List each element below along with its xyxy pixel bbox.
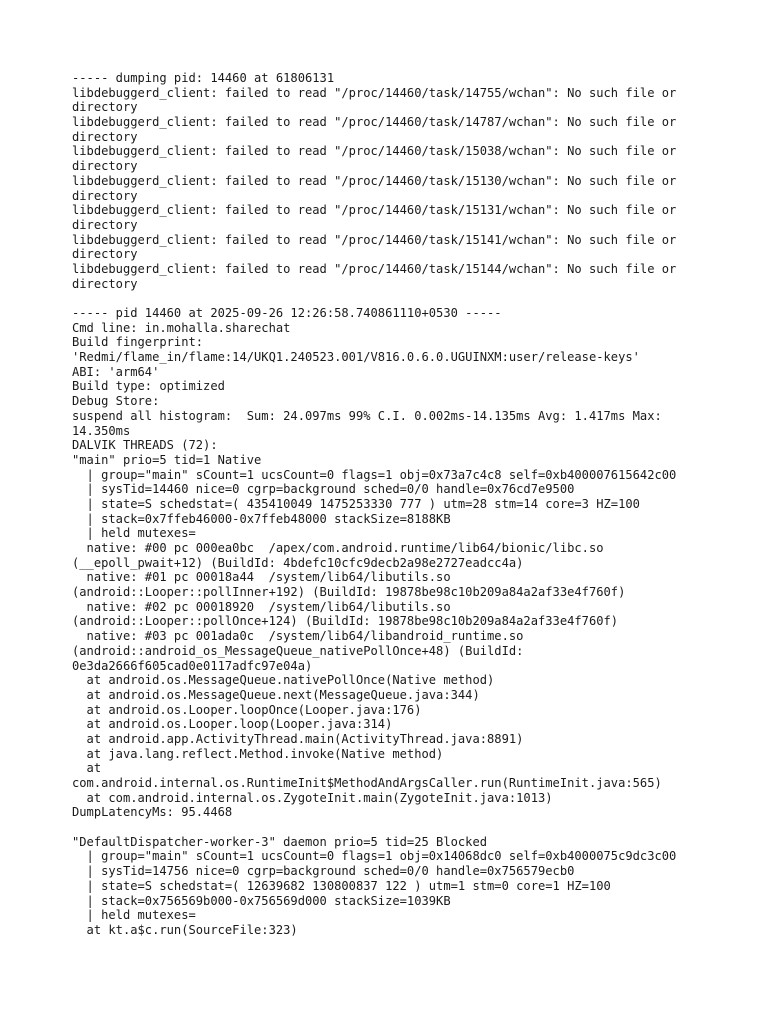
trace-line: directory (72, 247, 138, 262)
trace-line: libdebuggerd_client: failed to read "/proc/14460/task/15131/wchan": No such file or (72, 203, 677, 218)
trace-line: DALVIK THREADS (72): (72, 438, 218, 453)
trace-line: | group="main" sCount=1 ucsCount=0 flags=1 obj=0x14068dc0 self=0xb4000075c9dc3c00 (72, 849, 677, 864)
trace-line: | stack=0x756569b000-0x756569d000 stackSize=1039KB (72, 893, 451, 908)
trace-line: "DefaultDispatcher-worker-3" daemon prio=5 tid=25 Blocked (72, 834, 488, 849)
trace-line: directory (72, 100, 138, 115)
trace-line: | state=S schedstat=( 12639682 130800837 122 ) utm=1 stm=0 core=1 HZ=100 (72, 878, 611, 893)
trace-line: directory (72, 129, 138, 144)
trace-line: at android.os.MessageQueue.nativePollOnce(Native method) (72, 673, 495, 688)
trace-line: at java.lang.reflect.Method.invoke(Native method) (72, 746, 444, 761)
trace-line: (android::android_os_MessageQueue_nativePollOnce+48) (BuildId: (72, 643, 524, 658)
stack-trace-document (72, 71, 762, 938)
trace-line: libdebuggerd_client: failed to read "/proc/14460/task/14787/wchan": No such file or (72, 115, 677, 130)
trace-line: directory (72, 188, 138, 203)
trace-line: at android.os.Looper.loop(Looper.java:314) (72, 717, 393, 732)
trace-line: | group="main" sCount=1 ucsCount=0 flags=1 obj=0x73a7c4c8 self=0xb400007615642c00 (72, 467, 677, 482)
trace-line: Cmd line: in.mohalla.sharechat (72, 320, 291, 335)
trace-line: directory (72, 217, 138, 232)
trace-line: 'Redmi/flame_in/flame:14/UKQ1.240523.001/V816.0.6.0.UGUINXM:user/release-keys' (72, 350, 640, 365)
trace-line: | sysTid=14460 nice=0 cgrp=background sched=0/0 handle=0x76cd7e9500 (72, 482, 575, 497)
trace-line: at android.app.ActivityThread.main(ActivityThread.java:8891) (72, 731, 524, 746)
trace-line: native: #02 pc 00018920 /system/lib64/libutils.so (72, 599, 451, 614)
trace-line: ----- pid 14460 at 2025-09-26 12:26:58.740861110+0530 ----- (72, 306, 502, 320)
trace-line: libdebuggerd_client: failed to read "/proc/14460/task/15144/wchan": No such file or (72, 261, 677, 276)
trace-line: (android::Looper::pollInner+192) (BuildId: 19878be98c10b209a84a2af33e4f760f) (72, 585, 626, 600)
trace-line: at com.android.internal.os.ZygoteInit.main(ZygoteInit.java:1013) (72, 790, 553, 805)
trace-line: directory (72, 159, 138, 174)
trace-line: | held mutexes= (72, 908, 196, 923)
trace-line: | sysTid=14756 nice=0 cgrp=background sched=0/0 handle=0x756579ecb0 (72, 864, 575, 879)
trace-line: at android.os.MessageQueue.next(MessageQueue.java:344) (72, 687, 480, 702)
trace-line: | held mutexes= (72, 526, 196, 541)
trace-line: libdebuggerd_client: failed to read "/proc/14460/task/15038/wchan": No such file or (72, 144, 677, 159)
trace-line: | stack=0x7ffeb46000-0x7ffeb48000 stackSize=8188KB (72, 511, 451, 526)
trace-line: ----- dumping pid: 14460 at 61806131 (72, 71, 335, 85)
trace-line: | state=S schedstat=( 435410049 1475253330 777 ) utm=28 stm=14 core=3 HZ=100 (72, 496, 640, 511)
trace-line: native: #00 pc 000ea0bc /apex/com.android.runtime/lib64/bionic/libc.so (72, 541, 604, 555)
trace-line: libdebuggerd_client: failed to read "/proc/14460/task/14755/wchan": No such file or (72, 85, 677, 100)
trace-line: at android.os.Looper.loopOnce(Looper.java:176) (72, 702, 422, 717)
trace-line: directory (72, 276, 138, 291)
trace-line: "main" prio=5 tid=1 Native (72, 452, 262, 467)
trace-line: native: #01 pc 00018a44 /system/lib64/libutils.so (72, 570, 451, 585)
trace-line: Build fingerprint: (72, 335, 204, 350)
trace-line (72, 291, 762, 306)
trace-line: suspend all histogram: Sum: 24.097ms 99% C.I. 0.002ms-14.135ms Avg: 1.417ms Max: (72, 408, 662, 423)
trace-line: com.android.internal.os.RuntimeInit$MethodAndArgsCaller.run(RuntimeInit.java:565) (72, 776, 662, 790)
trace-line: Debug Store: (72, 394, 160, 409)
trace-line: at kt.a$c.run(SourceFile:323) (72, 922, 298, 937)
trace-line: (__epoll_pwait+12) (BuildId: 4bdefc10cfc9decb2a98e2727eadcc4a) (72, 555, 524, 570)
trace-line: native: #03 pc 001ada0c /system/lib64/libandroid_runtime.so (72, 629, 524, 644)
trace-line: (android::Looper::pollOnce+124) (BuildId: 19878be98c10b209a84a2af33e4f760f) (72, 614, 619, 629)
trace-line: at (72, 761, 102, 776)
trace-line: libdebuggerd_client: failed to read "/proc/14460/task/15141/wchan": No such file or (72, 232, 677, 247)
trace-line: 14.350ms (72, 423, 131, 438)
trace-line: libdebuggerd_client: failed to read "/proc/14460/task/15130/wchan": No such file or (72, 173, 677, 188)
trace-line: Build type: optimized (72, 379, 225, 394)
trace-line (72, 820, 762, 835)
trace-line: ABI: 'arm64' (72, 364, 160, 379)
trace-line: DumpLatencyMs: 95.4468 (72, 805, 233, 820)
trace-line: 0e3da2666f605cad0e0117adfc97e04a) (72, 658, 313, 673)
